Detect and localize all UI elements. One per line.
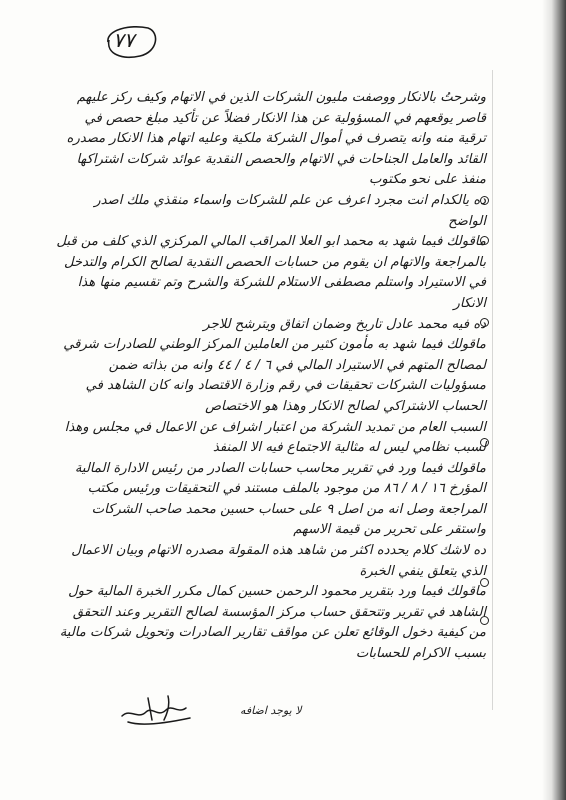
- paragraph: ماقولك فيما شهد به محمد ابو العلا المراقب المالي المركزي الذي كلف من قبل بالمراجعة والاتهام ان يقوم من حسابات الحصص النقدية لصالح الكرام والتدخل في الاستيراد واستلم مصطفى الاستلام للشركة والشرح وتم تقسيم منها هذا الانكار: [56, 234, 486, 311]
- footer-note: لا يوجد اضافه: [240, 704, 302, 717]
- paragraph: وشرحتُ بالانكار ووصفت مليون الشركات الذين في الاتهام وكيف ركز عليهم قاصر يوقعهم في المسؤولية عن هذا الانكار فضلاً عن تأكيد مبلغ حصص في ترقية منه وانه يتصرف في أموال الشركة ملكية وعليه اتهام هذا الانكار مصدره القائد والعامل الجناحات في الاتهام والحصص النقدية عوائد شركات اشتراكها منفذ على نحو مكتوب: [66, 90, 486, 188]
- scan-edge-shadow: [542, 0, 566, 800]
- paragraph: ماقولك فيما ورد بتقرير محمود الرحمن حسين كمال مكرر الخبرة المالية حول الشاهد في تقرير وتتحقق حساب مركز المؤسسة لصالح التقرير وعند التحقق من كيفية دخول الوقائع تعلن عن مواقف تقارير الصادرات وتحويل شركات مالية بسبب الاكرام للحسابات: [59, 584, 486, 662]
- signature-image: [118, 690, 196, 732]
- paragraph: ماقولك فيما شهد به مأمون كثير من العاملين المركز الوطني للصادرات شرقي لمصالح المتهم في الاستيراد المالي في ٦ / ٤ / ٤٤ وانه من بذاته ضمن مسؤوليات الشركات تحقيقات في رقم وزارة الاقتصاد وانه كان الشاهد في الحساب الاشتراكي لصالح الانكار وهذا هو الاختصاص: [63, 337, 486, 414]
- paragraph: ده يالكدام انت مجرد اعرف عن علم للشركات واسماء منقذي ملك اصدر الواضح: [94, 192, 486, 229]
- paragraph: السبب العام من تمديد الشركة من اعتبار اشراف عن الاعمال في مجلس وهذا لسبب نظامي ليس له مثالية الاجتماع فيه الا المنفذ: [64, 419, 486, 456]
- paragraph: ده لاشك كلام يحدده اكثر من شاهد هذه المقولة مصدره الاتهام وبيان الاعمال الذي يتعلق ينفي الخبرة: [71, 543, 486, 579]
- margin-rule: [492, 70, 493, 710]
- handwritten-body: [56, 88, 486, 665]
- paragraph: ماقولك فيما ورد في تقرير محاسب حسابات الصادر من رئيس الادارة المالية المؤرخ ١٦ / ٨ / ٨٦ من موجود بالملف مستند في التحقيقات ورئيس مكتب المراجعة وصل انه من اصل ٩ على حساب حسين محمد صاحب الشركات واستقر على تحرير من قيمة الاسهم: [74, 460, 486, 538]
- paragraph: ده فيه محمد عادل تاريخ وضمان اتفاق ويترشح للاجر: [203, 316, 486, 332]
- page-number: ٧٧: [113, 28, 135, 52]
